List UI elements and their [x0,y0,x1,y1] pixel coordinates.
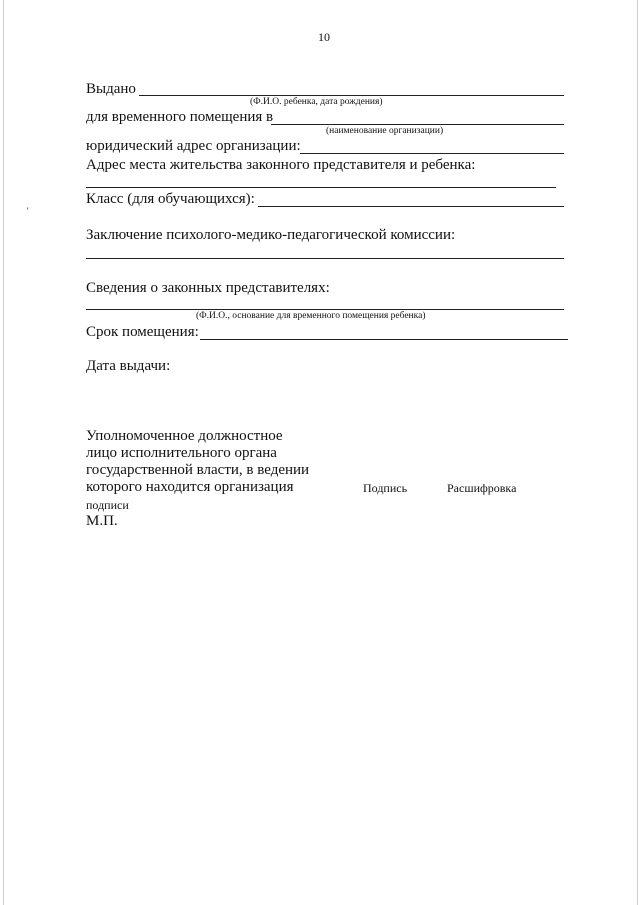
legal-address-label: юридический адрес организации: [86,138,301,154]
residence-address-label: Адрес места жительства законного представителя и ребенка: [86,157,476,173]
term-label: Срок помещения: [86,324,199,340]
scan-edge-left [3,0,4,905]
representatives-field[interactable] [86,309,564,310]
term-field[interactable] [200,339,568,340]
class-field[interactable] [258,206,564,207]
official-line-4: которого находится организация [86,479,294,495]
official-line-2: лицо исполнительного органа [86,445,277,461]
scan-edge-right [637,0,638,905]
decoding-suffix: подписи [86,498,129,512]
residence-address-field[interactable] [86,187,556,188]
legal-address-field[interactable] [300,153,564,154]
pmpc-field[interactable] [86,258,564,259]
page-number: 10 [318,30,330,44]
official-line-3: государственной власти, в ведении [86,462,310,478]
representatives-hint: (Ф.И.О., основание для временного помещения ребенка) [196,311,426,321]
representatives-label: Сведения о законных представителях: [86,280,330,296]
class-label: Класс (для обучающихся): [86,191,255,207]
issued-label: Выдано [86,81,136,97]
decoding-label: Расшифровка [447,481,517,495]
scan-mark: ‘ [26,206,30,217]
issue-date-label: Дата выдачи: [86,358,171,374]
pmpc-label: Заключение психолого-медико-педагогической комиссии: [86,227,456,243]
official-line-1: Уполномоченное должностное [86,428,283,444]
placement-hint: (наименование организации) [326,126,444,136]
placement-label: для временного помещения в [86,109,274,125]
issued-field[interactable] [139,95,564,96]
placement-field[interactable] [271,124,564,125]
signature-label: Подпись [363,481,408,495]
issued-hint: (Ф.И.О. ребенка, дата рождения) [250,97,383,107]
stamp-label: М.П. [86,513,118,529]
